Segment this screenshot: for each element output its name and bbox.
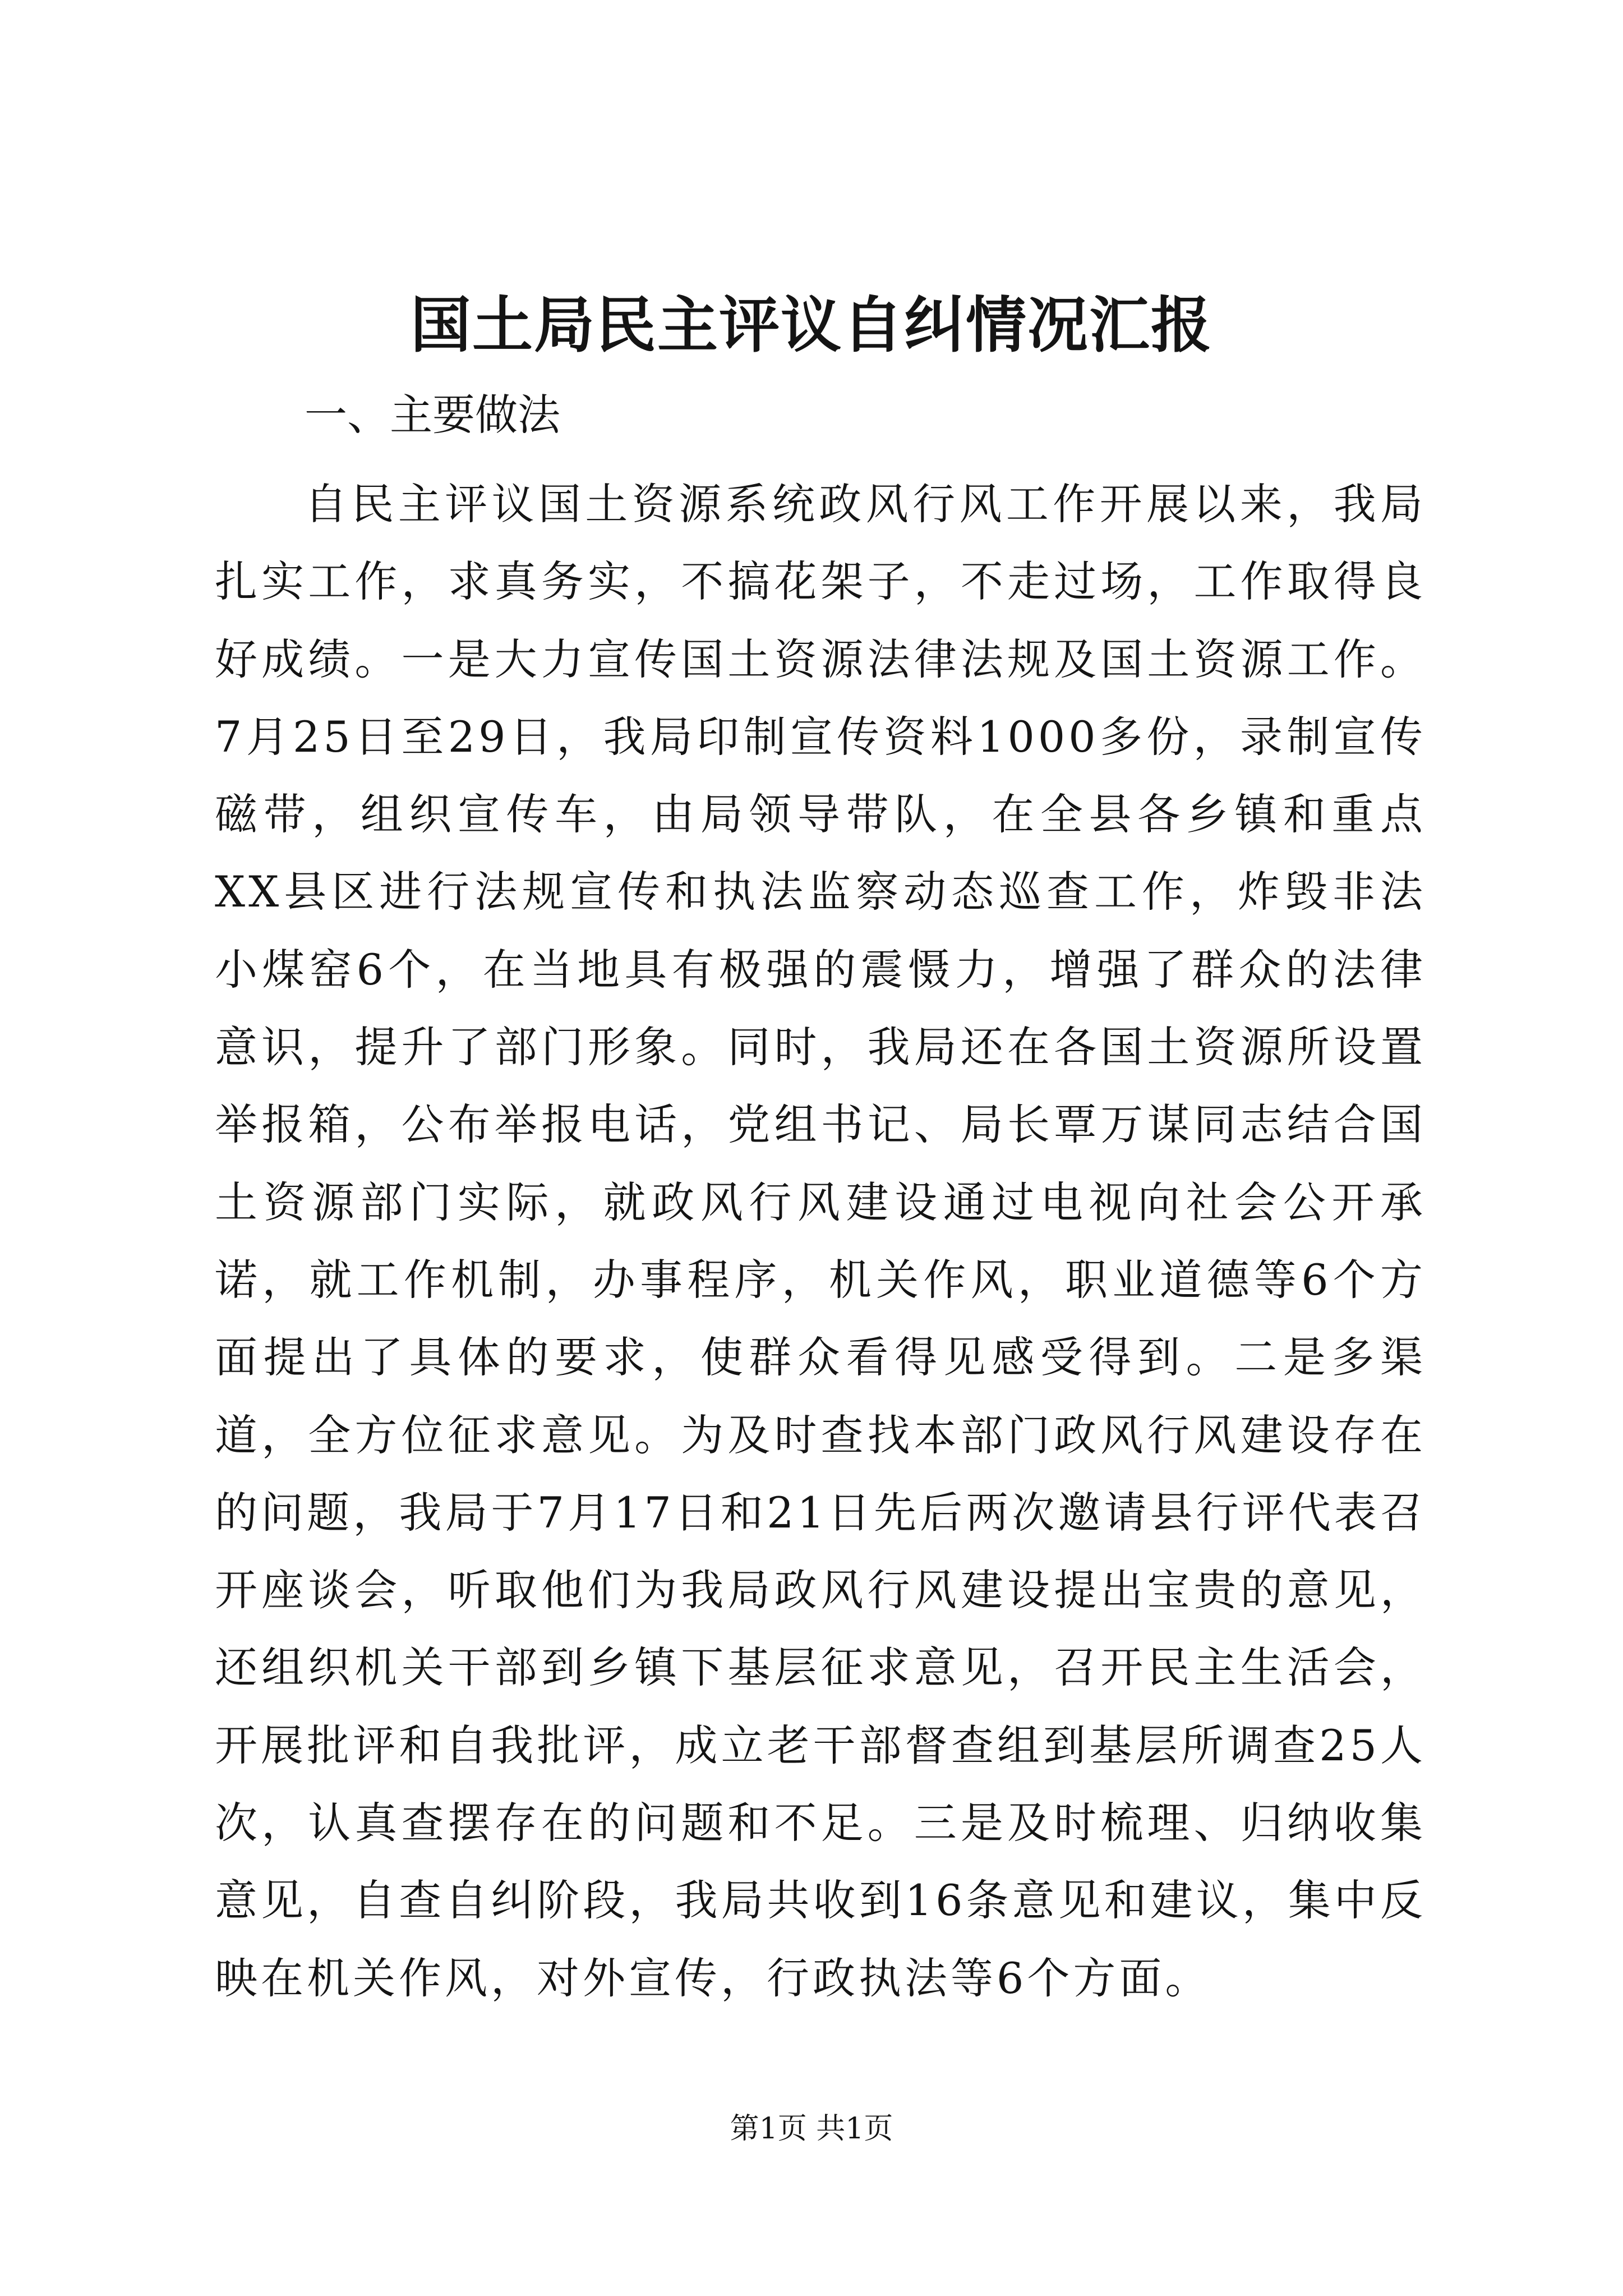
page-footer: 第1页 共1页 xyxy=(730,2112,893,2146)
body-paragraph: 自民主评议国土资源系统政风行风工作开展以来，我局扎实工作，求真务实，不搞花架子，不走过场，工作取得良好成绩。一是大力宣传国土资源法律法规及国土资源工作。7月25日至29日，我局印制宣传资料1000多份，录制宣传磁带，组织宣传车，由局领导带队，在全县各乡镇和重点XX县区进行法规宣传和执法监察动态巡查工作，炸毁非法小煤窑6个，在当地具有极强的震慑力，增强了群众的法律意识，提升了部门形象。同时，我局还在各国土资源所设置举报箱，公布举报电话，党组书记、局长覃万谋同志结合国土资源部门实际，就政风行风建设通过电视向社会公开承诺，就工作机制，办事程序，机关作风，职业道德等6个方面提出了具体的要求，使群众看得见感受得到。二是多渠道，全方位征求意见。为及时查找本部门政风行风建设存在的问题，我局于7月17日和21日先后两次邀请县行评代表召开座谈会，听取他们为我局政风行风建设提出宝贵的意见，还组织机关干部到乡镇下基层征求意见，召开民主生活会，开展批评和自我批评，成立老干部督查组到基层所调查25人次，认真查摆存在的问题和不足。三是及时梳理、归纳收集意见，自查自纠阶段，我局共收到16条意见和建议，集中反映在机关作风，对外宣传，行政执法等6个方面。 xyxy=(215,479,1426,2003)
section-heading: 一、主要做法 xyxy=(305,390,560,440)
document-title: 国土局民主评议自纠情况汇报 xyxy=(410,290,1212,361)
